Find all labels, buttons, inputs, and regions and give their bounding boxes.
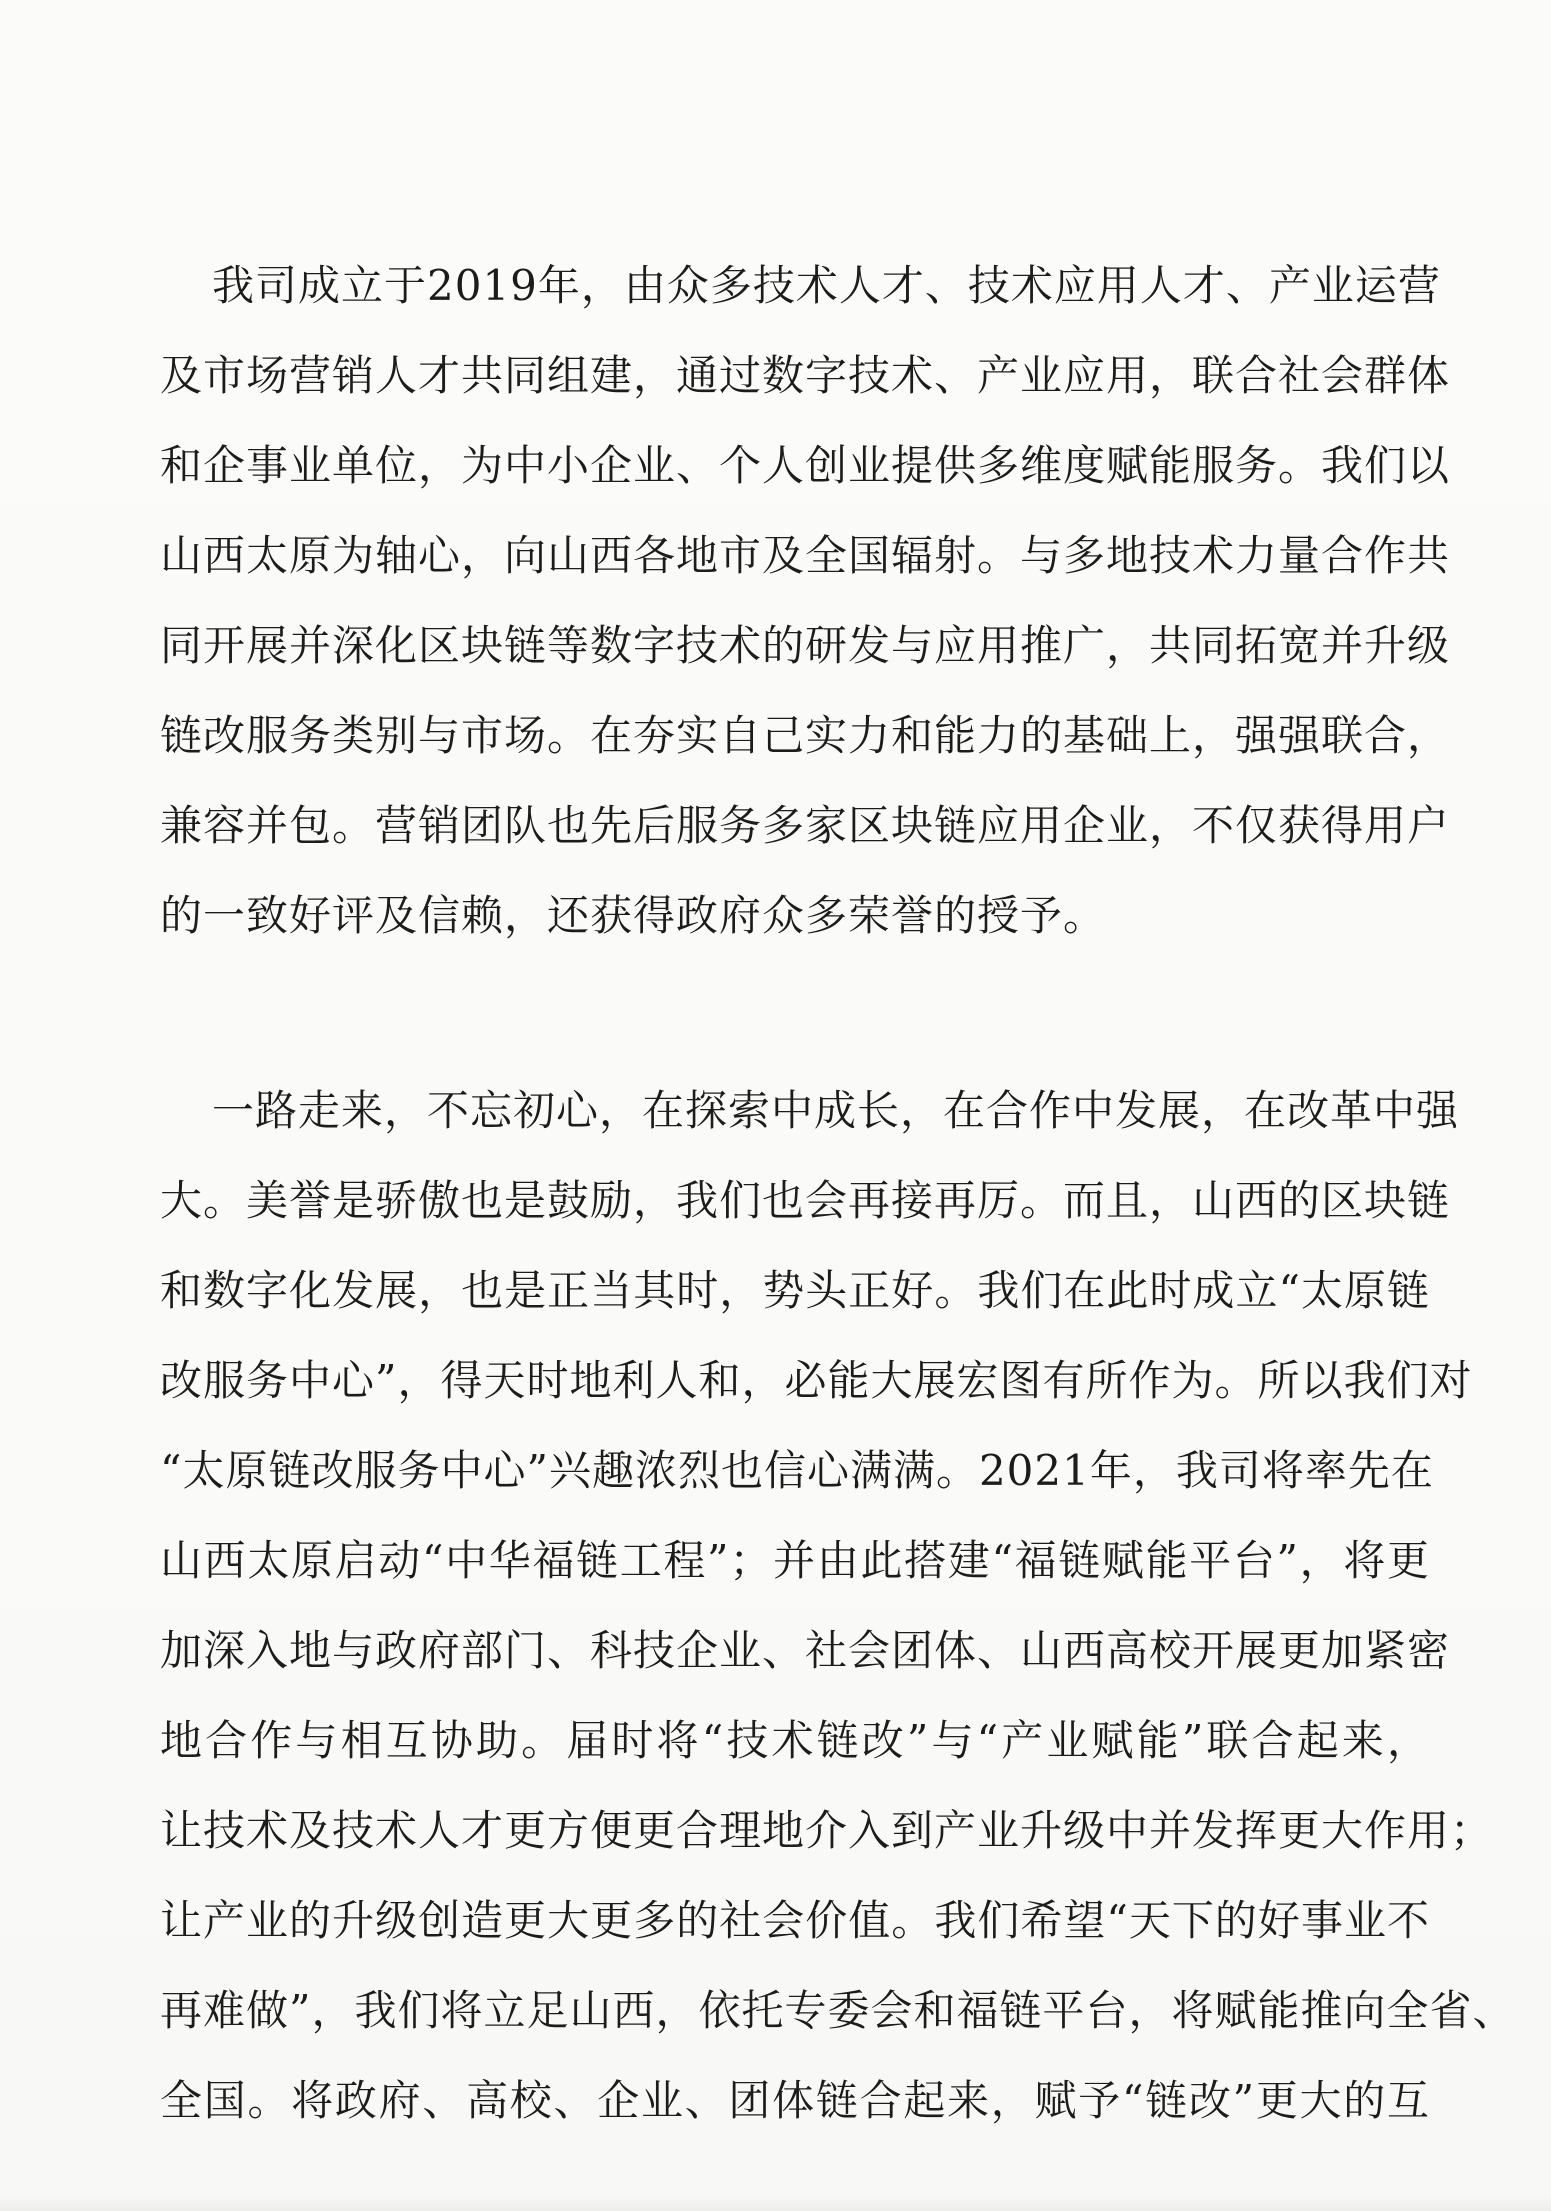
- text-line: 全国。将政府、高校、企业、团体链合起来，赋予“链改”更大的互: [160, 2076, 1430, 2125]
- text-line: 同开展并深化区块链等数字技术的研发与应用推广，共同拓宽并升级: [160, 621, 1451, 670]
- text-line: 山西太原启动“中华福链工程”；并由此搭建“福链赋能平台”，将更: [160, 1536, 1430, 1585]
- text-line: 再难做”，我们将立足山西，依托专委会和福链平台，将赋能推向全省、: [160, 1986, 1516, 2035]
- text-line: 地合作与相互协助。届时将“技术链改”与“产业赋能”联合起来，: [160, 1716, 1430, 1765]
- text-line: 改服务中心”，得天时地利人和，必能大展宏图有所作为。所以我们对: [160, 1356, 1473, 1405]
- text-line: 加深入地与政府部门、科技企业、社会团体、山西高校开展更加紧密: [160, 1626, 1451, 1675]
- text-line: 山西太原为轴心，向山西各地市及全国辐射。与多地技术力量合作共: [160, 531, 1451, 580]
- text-line: 链改服务类别与市场。在夯实自己实力和能力的基础上，强强联合，: [160, 711, 1451, 760]
- text-line: 和数字化发展，也是正当其时，势头正好。我们在此时成立“太原链: [160, 1266, 1430, 1315]
- text-line: 及市场营销人才共同组建，通过数字技术、产业应用，联合社会群体: [160, 351, 1451, 400]
- text-line: 和企事业单位，为中小企业、个人创业提供多维度赋能服务。我们以: [160, 441, 1451, 490]
- text-line: 大。美誉是骄傲也是鼓励，我们也会再接再厉。而且，山西的区块链: [160, 1176, 1451, 1225]
- text-line: 的一致好评及信赖，还获得政府众多荣誉的授予。: [160, 891, 1107, 940]
- text-line: 让技术及技术人才更方便更合理地介入到产业升级中并发挥更大作用；: [160, 1806, 1494, 1855]
- text-line: 让产业的升级创造更大更多的社会价值。我们希望“天下的好事业不: [160, 1896, 1430, 1945]
- text-line: “太原链改服务中心”兴趣浓烈也信心满满。2021年，我司将率先在: [160, 1446, 1434, 1495]
- page-bottom-edge: [0, 2195, 1551, 2211]
- text-line: 一路走来，不忘初心，在探索中成长，在合作中发展，在改革中强: [212, 1086, 1460, 1135]
- text-line: 我司成立于2019年，由众多技术人才、技术应用人才、产业运营: [212, 261, 1441, 310]
- text-line: 兼容并包。营销团队也先后服务多家区块链应用企业，不仅获得用户: [160, 801, 1451, 850]
